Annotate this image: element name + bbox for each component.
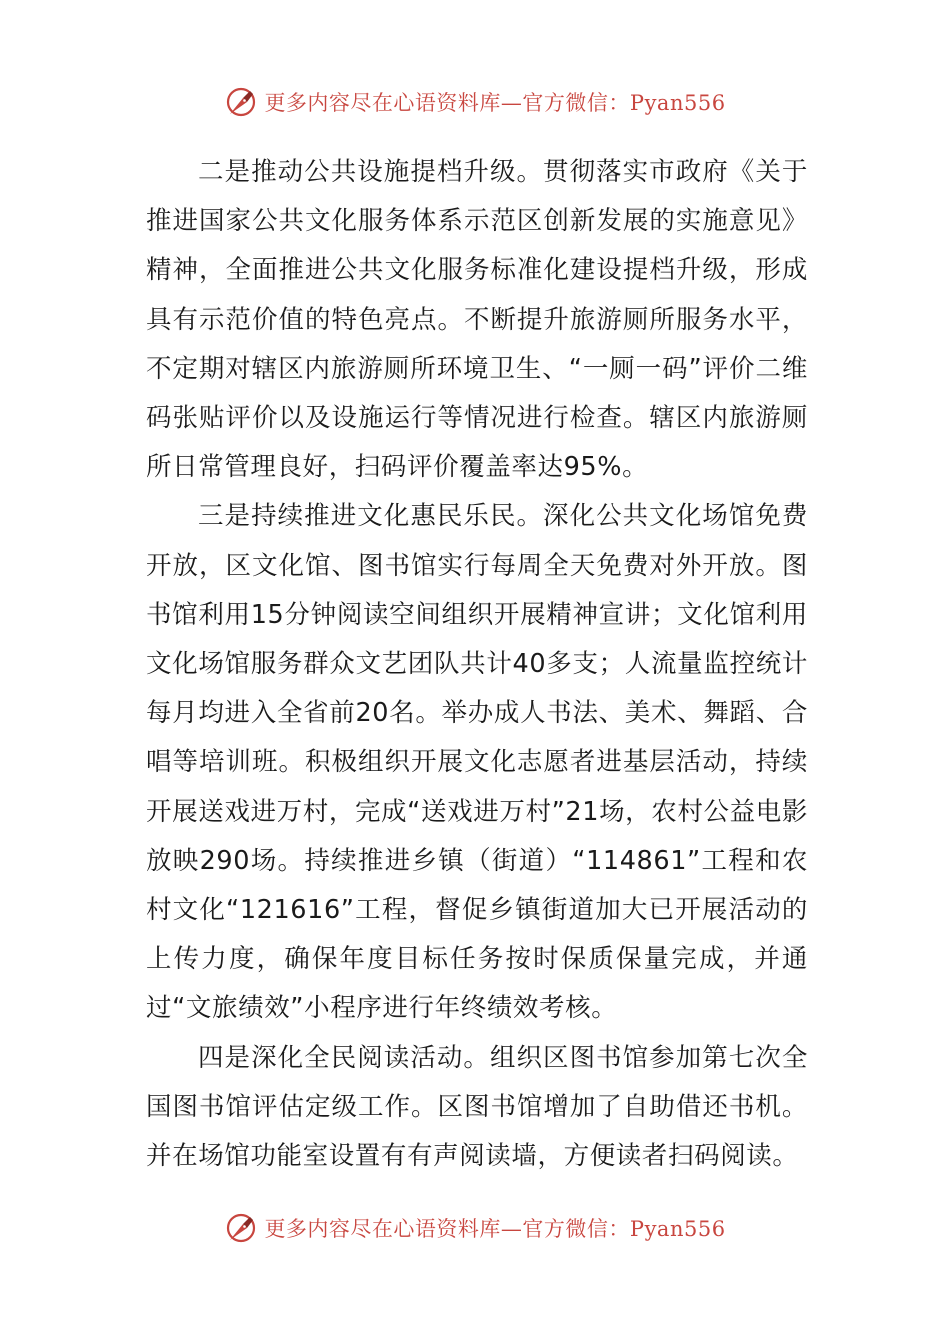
footer-watermark-text: 更多内容尽在心语资料库—官方微信：Pyan556 [264, 1217, 726, 1241]
header-watermark-banner [0, 82, 950, 122]
header-watermark-text: 更多内容尽在心语资料库—官方微信：Pyan556 [264, 91, 726, 115]
paragraph-public-facilities: 二是推动公共设施提档升级。贯彻落实市政府《关于推进国家公共文化服务体系示范区创新发展的实施意见》精神，全面推进公共文化服务标准化建设提档升级，形成具有示范价值的特色亮点。不断提升旅游厕所服务水平，不定期对辖区内旅游厕所环境卫生、“一厕一码”评价二维码张贴评价以及设施运行等情况进行检查。辖区内旅游厕所日常管理良好，扫码评价覆盖率达95%。 [146, 157, 808, 483]
paragraph-reading-activities: 四是深化全民阅读活动。组织区图书馆参加第七次全国图书馆评估定级工作。区图书馆增加了自助借还书机。并在场馆功能室设置有有声阅读墙，方便读者扫码阅读。 [146, 1042, 808, 1172]
pen-nib-circle-logo-icon [224, 85, 258, 119]
paragraph-cultural-benefits: 三是持续推进文化惠民乐民。深化公共文化场馆免费开放，区文化馆、图书馆实行每周全天免费对外开放。图书馆利用15分钟阅读空间组织开展精神宣讲；文化馆利用文化场馆服务群众文艺团队共计40多支；人流量监控统计每月均进入全省前20名。举办成人书法、美术、舞蹈、合唱等培训班。积极组织开展文化志愿者进基层活动，持续开展送戏进万村，完成“送戏进万村”21场，农村公益电影放映290场。持续推进乡镇（街道）“114861”工程和农村文化“121616”工程，督促乡镇街道加大已开展活动的上传力度，确保年度目标任务按时保质保量完成，并通过“文旅绩效”小程序进行年终绩效考核。 [146, 501, 808, 1024]
footer-watermark-banner [0, 1208, 950, 1248]
pen-nib-circle-logo-icon [224, 1211, 258, 1245]
document-body [146, 148, 808, 1181]
